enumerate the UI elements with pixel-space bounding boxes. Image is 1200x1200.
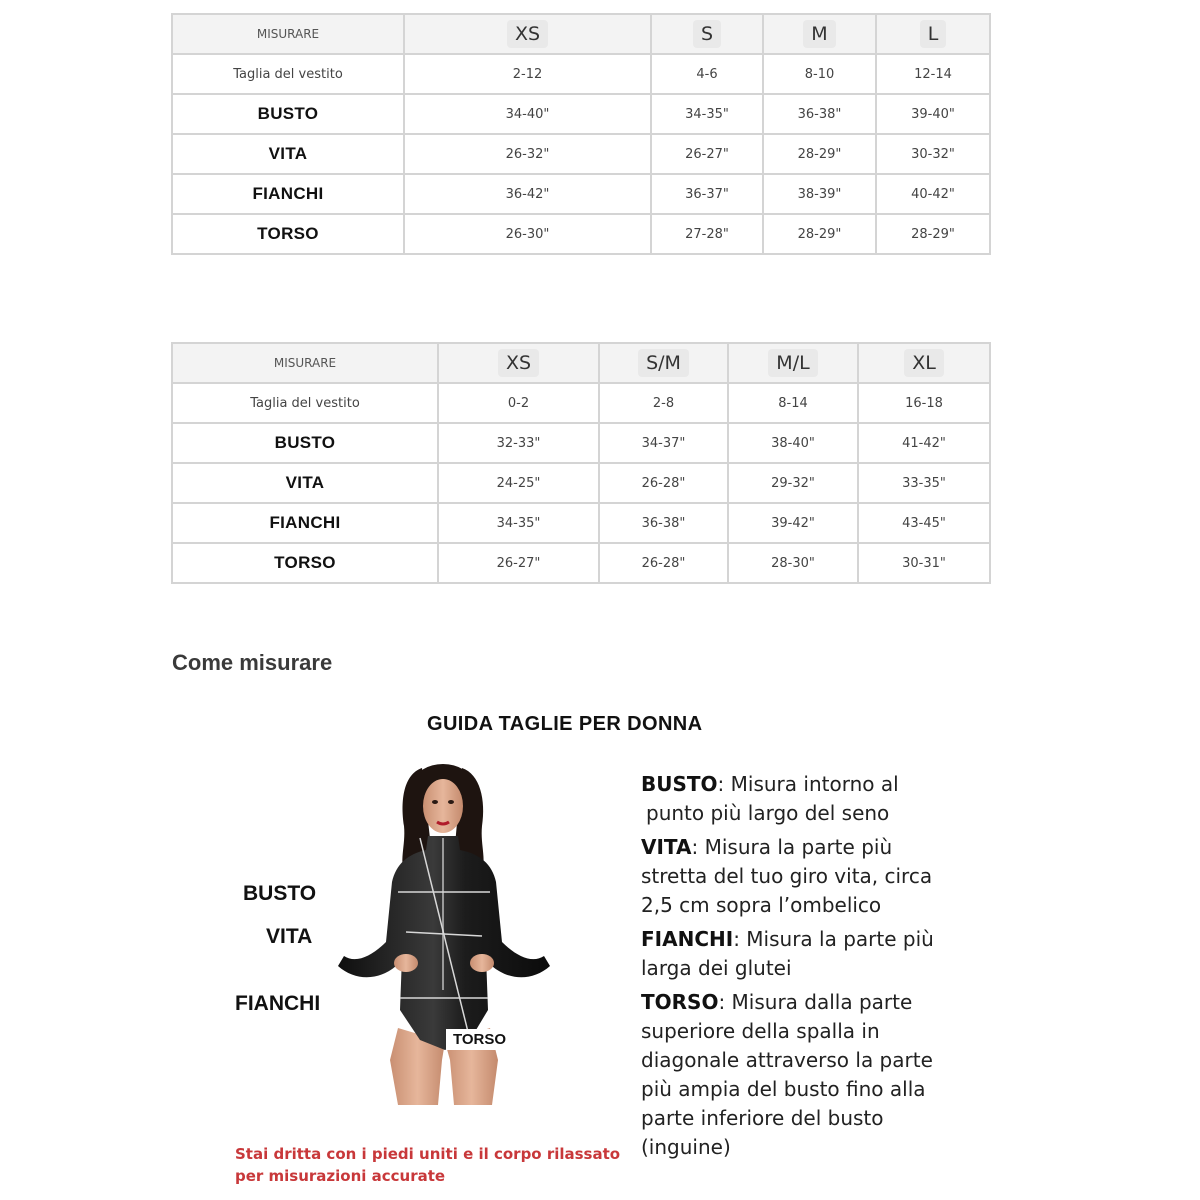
table-cell: 2-12 bbox=[404, 54, 651, 94]
table-cell: 26-27" bbox=[438, 543, 599, 583]
row-label bbox=[172, 174, 404, 214]
definition-vita bbox=[641, 833, 941, 920]
size-pill: XS bbox=[507, 20, 548, 48]
row-label-text: FIANCHI bbox=[269, 513, 341, 532]
header-size bbox=[651, 14, 763, 54]
table-cell: 16-18 bbox=[858, 383, 990, 423]
row-label bbox=[172, 423, 438, 463]
header-size bbox=[404, 14, 651, 54]
table-cell: 30-32" bbox=[876, 134, 990, 174]
definition-fianchi bbox=[641, 925, 941, 983]
header-size bbox=[763, 14, 876, 54]
table-row bbox=[172, 94, 990, 134]
table-row bbox=[172, 134, 990, 174]
table-cell: 41-42" bbox=[858, 423, 990, 463]
table-cell: 28-29" bbox=[763, 214, 876, 254]
header-size bbox=[858, 343, 990, 383]
header-misurare: MISURARE bbox=[172, 343, 438, 383]
table-cell: 28-30" bbox=[728, 543, 858, 583]
table-cell: 28-29" bbox=[763, 134, 876, 174]
size-table-1 bbox=[171, 13, 991, 255]
definition-text-line2: punto più largo del seno bbox=[646, 801, 890, 825]
table-cell: 12-14 bbox=[876, 54, 990, 94]
table-row bbox=[172, 54, 990, 94]
row-label-text: VITA bbox=[268, 144, 308, 163]
table-row bbox=[172, 214, 990, 254]
table-cell: 26-28" bbox=[599, 543, 728, 583]
section-title: Come misurare bbox=[172, 650, 333, 675]
row-label bbox=[172, 134, 404, 174]
guide-title: GUIDA TAGLIE PER DONNA bbox=[427, 713, 703, 735]
table-cell: 26-28" bbox=[599, 463, 728, 503]
header-size bbox=[728, 343, 858, 383]
definition-text: : Misura dalla parte superiore della spalla in diagonale attraverso la parte più ampia del busto fino alla parte inferiore del busto (inguine) bbox=[641, 990, 933, 1159]
definition-text: : Misura intorno al bbox=[717, 772, 899, 796]
definition-term: BUSTO bbox=[641, 772, 718, 796]
table-cell: 33-35" bbox=[858, 463, 990, 503]
table-row bbox=[172, 463, 990, 503]
row-label-text: BUSTO bbox=[257, 104, 319, 123]
definition-text: : Misura la parte più stretta del tuo giro vita, circa 2,5 cm sopra l’ombelico bbox=[641, 835, 933, 917]
table-cell: 36-38" bbox=[599, 503, 728, 543]
row-label bbox=[172, 543, 438, 583]
row-label-text: VITA bbox=[285, 473, 325, 492]
size-pill: S bbox=[693, 20, 721, 48]
table-row bbox=[172, 503, 990, 543]
header-size bbox=[876, 14, 990, 54]
table-header-row bbox=[172, 14, 990, 54]
row-label bbox=[172, 463, 438, 503]
header-size bbox=[438, 343, 599, 383]
row-label-text: FIANCHI bbox=[252, 184, 324, 203]
figure-label-busto: BUSTO bbox=[243, 882, 317, 905]
table-cell: 36-42" bbox=[404, 174, 651, 214]
measurement-definitions bbox=[641, 770, 941, 1167]
table-cell: 34-35" bbox=[438, 503, 599, 543]
row-label-text: BUSTO bbox=[274, 433, 336, 452]
table-row bbox=[172, 174, 990, 214]
definition-text: : Misura la parte più larga dei glutei bbox=[641, 927, 934, 980]
size-pill: XS bbox=[498, 349, 539, 377]
table-cell: 34-35" bbox=[651, 94, 763, 134]
row-label: Taglia del vestito bbox=[172, 54, 404, 94]
header-misurare: MISURARE bbox=[172, 14, 404, 54]
table-row bbox=[172, 383, 990, 423]
table-cell: 8-14 bbox=[728, 383, 858, 423]
table-cell: 34-37" bbox=[599, 423, 728, 463]
figure-label-fianchi: FIANCHI bbox=[235, 992, 321, 1015]
table-cell: 32-33" bbox=[438, 423, 599, 463]
table-cell: 28-29" bbox=[876, 214, 990, 254]
row-label bbox=[172, 94, 404, 134]
table-cell: 38-40" bbox=[728, 423, 858, 463]
header-size bbox=[599, 343, 728, 383]
size-pill: XL bbox=[904, 349, 944, 377]
size-pill: S/M bbox=[638, 349, 689, 377]
table-cell: 27-28" bbox=[651, 214, 763, 254]
definition-term: FIANCHI bbox=[641, 927, 734, 951]
table-cell: 26-32" bbox=[404, 134, 651, 174]
table-cell: 26-27" bbox=[651, 134, 763, 174]
definition-torso bbox=[641, 988, 941, 1162]
figure-label-vita: VITA bbox=[266, 925, 313, 948]
figure-label-torso: TORSO bbox=[446, 1029, 513, 1050]
row-label bbox=[172, 503, 438, 543]
table-cell: 43-45" bbox=[858, 503, 990, 543]
table-cell: 36-38" bbox=[763, 94, 876, 134]
table-cell: 2-8 bbox=[599, 383, 728, 423]
table-cell: 0-2 bbox=[438, 383, 599, 423]
row-label-text: TORSO bbox=[257, 224, 319, 243]
table-cell: 36-37" bbox=[651, 174, 763, 214]
table-header-row bbox=[172, 343, 990, 383]
table-cell: 30-31" bbox=[858, 543, 990, 583]
table-cell: 34-40" bbox=[404, 94, 651, 134]
table-cell: 8-10 bbox=[763, 54, 876, 94]
definition-term: VITA bbox=[641, 835, 692, 859]
table-row bbox=[172, 543, 990, 583]
size-pill: M bbox=[803, 20, 835, 48]
table-cell: 24-25" bbox=[438, 463, 599, 503]
measuring-note: Stai dritta con i piedi uniti e il corpo rilassato per misurazioni accurate bbox=[235, 1145, 621, 1185]
table-cell: 38-39" bbox=[763, 174, 876, 214]
size-pill: L bbox=[920, 20, 947, 48]
row-label-text: TORSO bbox=[274, 553, 336, 572]
table-cell: 4-6 bbox=[651, 54, 763, 94]
size-pill: M/L bbox=[768, 349, 817, 377]
table-cell: 39-40" bbox=[876, 94, 990, 134]
definition-term: TORSO bbox=[641, 990, 719, 1014]
row-label bbox=[172, 214, 404, 254]
table-row bbox=[172, 423, 990, 463]
model-figure-image bbox=[320, 760, 570, 1110]
table-cell: 26-30" bbox=[404, 214, 651, 254]
size-table-2 bbox=[171, 342, 991, 584]
table-cell: 39-42" bbox=[728, 503, 858, 543]
definition-busto bbox=[641, 770, 941, 828]
table-cell: 29-32" bbox=[728, 463, 858, 503]
table-cell: 40-42" bbox=[876, 174, 990, 214]
row-label: Taglia del vestito bbox=[172, 383, 438, 423]
